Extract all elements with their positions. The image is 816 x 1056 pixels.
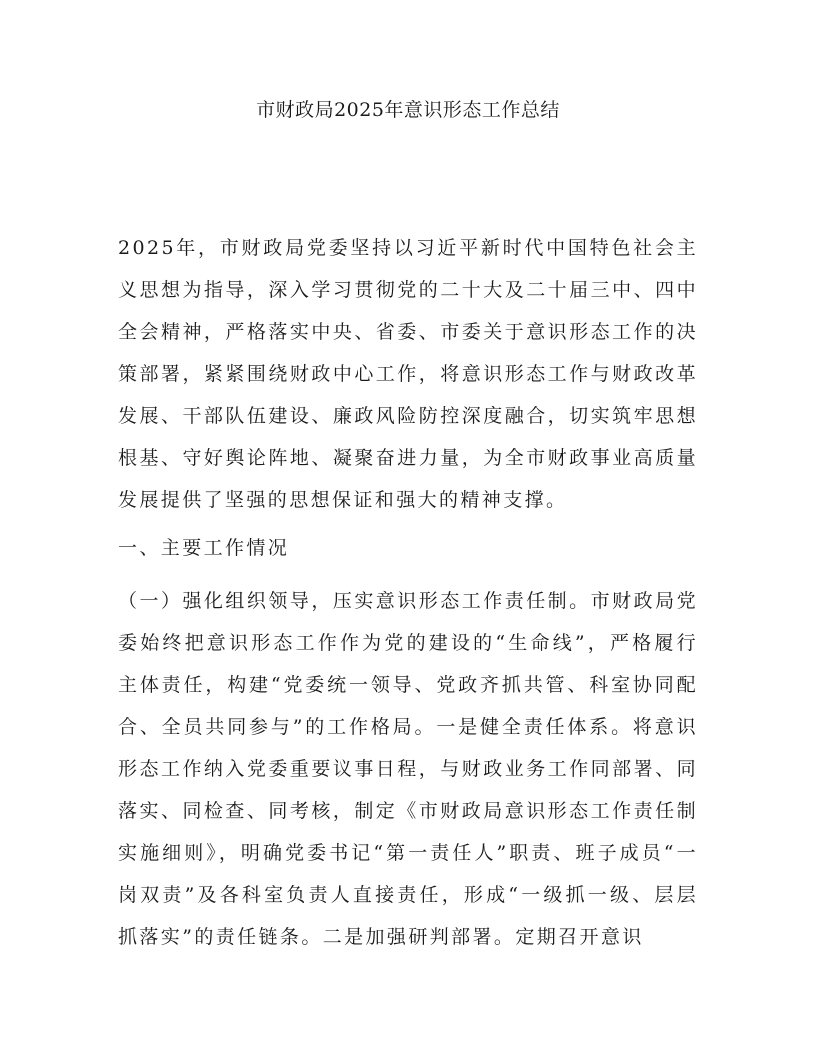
section-heading: 一、主要工作情况 — [118, 537, 290, 559]
intro-paragraph: 2025年，市财政局党委坚持以习近平新时代中国特色社会主义思想为指导，深入学习贯彻党的二十大及二十届三中、四中全会精神，严格落实中央、省委、市委关于意识形态工作的决策部署，紧紧围绕财政中心工作，将意识形态工作与财政改革发展、干部队伍建设、廉政风险防控深度融合，切实筑牢思想根基、守好舆论阵地、凝聚奋进力量，为全市财政事业高质量发展提供了坚强的思想保证和强大的精神支撑。 — [118, 237, 698, 511]
document-title: 市财政局2025年意识形态工作总结 — [256, 99, 560, 121]
section-paragraph: （一）强化组织领导，压实意识形态工作责任制。市财政局党委始终把意识形态工作作为党的建设的“生命线”，严格履行主体责任，构建“党委统一领导、党政齐抓共管、科室协同配合、全员共同参与”的工作格局。一是健全责任体系。将意识形态工作纳入党委重要议事日程，与财政业务工作同部署、同落实、同检查、同考核，制定《市财政局意识形态工作责任制实施细则》，明确党委书记“第一责任人”职责、班子成员“一岗双责”及各科室负责人直接责任，形成“一级抓一级、层层抓落实”的责任链条。二是加强研判部署。定期召开意识 — [118, 590, 698, 948]
